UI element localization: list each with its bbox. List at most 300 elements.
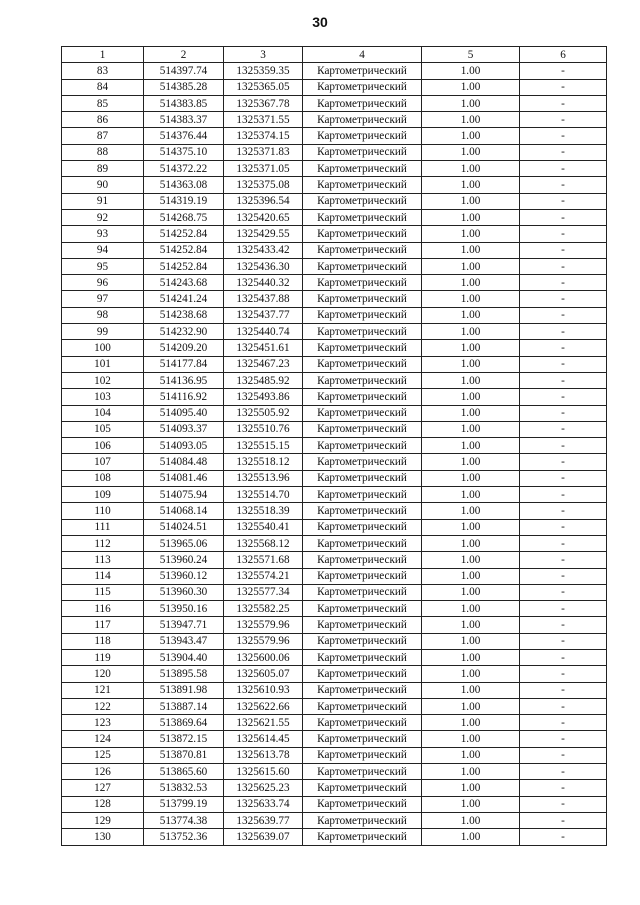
point-number-cell: 107 <box>62 454 144 470</box>
table-row <box>62 226 607 242</box>
point-number-cell: 116 <box>62 601 144 617</box>
x-coordinate-cell: 513960.24 <box>144 552 224 568</box>
y-coordinate-cell: 1325621.55 <box>224 715 303 731</box>
point-number-cell: 100 <box>62 340 144 356</box>
table-row <box>62 421 607 437</box>
y-coordinate-cell: 1325359.35 <box>224 63 303 79</box>
accuracy-cell: 1.00 <box>422 470 520 486</box>
note-cell: - <box>520 389 607 405</box>
table-row <box>62 682 607 698</box>
point-number-cell: 87 <box>62 128 144 144</box>
accuracy-cell: 1.00 <box>422 552 520 568</box>
method-cell: Картометрический <box>303 307 422 323</box>
note-cell: - <box>520 552 607 568</box>
x-coordinate-cell: 513869.64 <box>144 715 224 731</box>
y-coordinate-cell: 1325513.96 <box>224 470 303 486</box>
x-coordinate-cell: 514383.85 <box>144 95 224 111</box>
accuracy-cell: 1.00 <box>422 372 520 388</box>
table-row <box>62 780 607 796</box>
method-cell: Картометрический <box>303 715 422 731</box>
x-coordinate-cell: 514209.20 <box>144 340 224 356</box>
accuracy-cell: 1.00 <box>422 275 520 291</box>
note-cell: - <box>520 63 607 79</box>
header-cell-5: 5 <box>422 47 520 63</box>
method-cell: Картометрический <box>303 633 422 649</box>
y-coordinate-cell: 1325571.68 <box>224 552 303 568</box>
table-row <box>62 161 607 177</box>
accuracy-cell: 1.00 <box>422 454 520 470</box>
table-row <box>62 193 607 209</box>
x-coordinate-cell: 513965.06 <box>144 535 224 551</box>
x-coordinate-cell: 514252.84 <box>144 242 224 258</box>
table-row <box>62 389 607 405</box>
note-cell: - <box>520 568 607 584</box>
point-number-cell: 124 <box>62 731 144 747</box>
accuracy-cell: 1.00 <box>422 780 520 796</box>
x-coordinate-cell: 514268.75 <box>144 209 224 225</box>
point-number-cell: 110 <box>62 503 144 519</box>
x-coordinate-cell: 514093.37 <box>144 421 224 437</box>
accuracy-cell: 1.00 <box>422 307 520 323</box>
point-number-cell: 123 <box>62 715 144 731</box>
x-coordinate-cell: 513960.12 <box>144 568 224 584</box>
y-coordinate-cell: 1325396.54 <box>224 193 303 209</box>
table-row <box>62 438 607 454</box>
y-coordinate-cell: 1325505.92 <box>224 405 303 421</box>
x-coordinate-cell: 514093.05 <box>144 438 224 454</box>
x-coordinate-cell: 514136.95 <box>144 372 224 388</box>
x-coordinate-cell: 514372.22 <box>144 161 224 177</box>
x-coordinate-cell: 514177.84 <box>144 356 224 372</box>
note-cell: - <box>520 601 607 617</box>
y-coordinate-cell: 1325518.12 <box>224 454 303 470</box>
x-coordinate-cell: 514241.24 <box>144 291 224 307</box>
method-cell: Картометрический <box>303 79 422 95</box>
x-coordinate-cell: 513752.36 <box>144 829 224 845</box>
y-coordinate-cell: 1325375.08 <box>224 177 303 193</box>
x-coordinate-cell: 514252.84 <box>144 226 224 242</box>
method-cell: Картометрический <box>303 731 422 747</box>
method-cell: Картометрический <box>303 324 422 340</box>
method-cell: Картометрический <box>303 389 422 405</box>
table-row <box>62 747 607 763</box>
table-row <box>62 128 607 144</box>
y-coordinate-cell: 1325633.74 <box>224 796 303 812</box>
x-coordinate-cell: 513799.19 <box>144 796 224 812</box>
table-row <box>62 291 607 307</box>
y-coordinate-cell: 1325371.55 <box>224 112 303 128</box>
method-cell: Картометрический <box>303 226 422 242</box>
y-coordinate-cell: 1325605.07 <box>224 666 303 682</box>
note-cell: - <box>520 226 607 242</box>
note-cell: - <box>520 764 607 780</box>
point-number-cell: 98 <box>62 307 144 323</box>
header-cell-6: 6 <box>520 47 607 63</box>
accuracy-cell: 1.00 <box>422 438 520 454</box>
note-cell: - <box>520 487 607 503</box>
note-cell: - <box>520 112 607 128</box>
x-coordinate-cell: 513943.47 <box>144 633 224 649</box>
accuracy-cell: 1.00 <box>422 698 520 714</box>
table-row <box>62 698 607 714</box>
point-number-cell: 111 <box>62 519 144 535</box>
y-coordinate-cell: 1325510.76 <box>224 421 303 437</box>
y-coordinate-cell: 1325574.21 <box>224 568 303 584</box>
table-row <box>62 112 607 128</box>
accuracy-cell: 1.00 <box>422 617 520 633</box>
point-number-cell: 119 <box>62 649 144 665</box>
x-coordinate-cell: 513774.38 <box>144 812 224 828</box>
note-cell: - <box>520 307 607 323</box>
accuracy-cell: 1.00 <box>422 535 520 551</box>
table-row <box>62 503 607 519</box>
accuracy-cell: 1.00 <box>422 764 520 780</box>
method-cell: Картометрический <box>303 144 422 160</box>
accuracy-cell: 1.00 <box>422 193 520 209</box>
method-cell: Картометрический <box>303 535 422 551</box>
method-cell: Картометрический <box>303 438 422 454</box>
point-number-cell: 85 <box>62 95 144 111</box>
header-cell-4: 4 <box>303 47 422 63</box>
y-coordinate-cell: 1325451.61 <box>224 340 303 356</box>
note-cell: - <box>520 177 607 193</box>
accuracy-cell: 1.00 <box>422 584 520 600</box>
table-row <box>62 405 607 421</box>
method-cell: Картометрический <box>303 666 422 682</box>
note-cell: - <box>520 454 607 470</box>
point-number-cell: 92 <box>62 209 144 225</box>
point-number-cell: 121 <box>62 682 144 698</box>
note-cell: - <box>520 193 607 209</box>
point-number-cell: 125 <box>62 747 144 763</box>
y-coordinate-cell: 1325433.42 <box>224 242 303 258</box>
note-cell: - <box>520 79 607 95</box>
y-coordinate-cell: 1325579.96 <box>224 633 303 649</box>
method-cell: Картометрический <box>303 747 422 763</box>
y-coordinate-cell: 1325600.06 <box>224 649 303 665</box>
table-row <box>62 144 607 160</box>
x-coordinate-cell: 514375.10 <box>144 144 224 160</box>
x-coordinate-cell: 513947.71 <box>144 617 224 633</box>
table-row <box>62 258 607 274</box>
page-number: 30 <box>312 14 328 30</box>
x-coordinate-cell: 513891.98 <box>144 682 224 698</box>
note-cell: - <box>520 421 607 437</box>
point-number-cell: 126 <box>62 764 144 780</box>
table-row <box>62 584 607 600</box>
x-coordinate-cell: 514376.44 <box>144 128 224 144</box>
accuracy-cell: 1.00 <box>422 226 520 242</box>
y-coordinate-cell: 1325485.92 <box>224 372 303 388</box>
method-cell: Картометрический <box>303 177 422 193</box>
table-row <box>62 177 607 193</box>
y-coordinate-cell: 1325613.78 <box>224 747 303 763</box>
note-cell: - <box>520 796 607 812</box>
y-coordinate-cell: 1325625.23 <box>224 780 303 796</box>
method-cell: Картометрический <box>303 63 422 79</box>
accuracy-cell: 1.00 <box>422 79 520 95</box>
accuracy-cell: 1.00 <box>422 112 520 128</box>
point-number-cell: 109 <box>62 487 144 503</box>
point-number-cell: 122 <box>62 698 144 714</box>
table-row <box>62 470 607 486</box>
point-number-cell: 117 <box>62 617 144 633</box>
note-cell: - <box>520 372 607 388</box>
accuracy-cell: 1.00 <box>422 340 520 356</box>
note-cell: - <box>520 666 607 682</box>
note-cell: - <box>520 258 607 274</box>
method-cell: Картометрический <box>303 112 422 128</box>
method-cell: Картометрический <box>303 405 422 421</box>
point-number-cell: 115 <box>62 584 144 600</box>
y-coordinate-cell: 1325615.60 <box>224 764 303 780</box>
table-row <box>62 535 607 551</box>
accuracy-cell: 1.00 <box>422 95 520 111</box>
note-cell: - <box>520 405 607 421</box>
point-number-cell: 102 <box>62 372 144 388</box>
table-header-row <box>62 47 607 63</box>
y-coordinate-cell: 1325436.30 <box>224 258 303 274</box>
table-row <box>62 633 607 649</box>
x-coordinate-cell: 513865.60 <box>144 764 224 780</box>
y-coordinate-cell: 1325518.39 <box>224 503 303 519</box>
y-coordinate-cell: 1325622.66 <box>224 698 303 714</box>
y-coordinate-cell: 1325515.15 <box>224 438 303 454</box>
note-cell: - <box>520 144 607 160</box>
point-number-cell: 94 <box>62 242 144 258</box>
note-cell: - <box>520 95 607 111</box>
point-number-cell: 99 <box>62 324 144 340</box>
table-row <box>62 454 607 470</box>
method-cell: Картометрический <box>303 829 422 845</box>
y-coordinate-cell: 1325437.77 <box>224 307 303 323</box>
point-number-cell: 105 <box>62 421 144 437</box>
point-number-cell: 88 <box>62 144 144 160</box>
x-coordinate-cell: 514397.74 <box>144 63 224 79</box>
note-cell: - <box>520 780 607 796</box>
y-coordinate-cell: 1325610.93 <box>224 682 303 698</box>
table-row <box>62 242 607 258</box>
x-coordinate-cell: 514319.19 <box>144 193 224 209</box>
note-cell: - <box>520 209 607 225</box>
note-cell: - <box>520 633 607 649</box>
accuracy-cell: 1.00 <box>422 519 520 535</box>
method-cell: Картометрический <box>303 812 422 828</box>
y-coordinate-cell: 1325579.96 <box>224 617 303 633</box>
accuracy-cell: 1.00 <box>422 487 520 503</box>
method-cell: Картометрический <box>303 780 422 796</box>
x-coordinate-cell: 514363.08 <box>144 177 224 193</box>
point-number-cell: 114 <box>62 568 144 584</box>
x-coordinate-cell: 514084.48 <box>144 454 224 470</box>
point-number-cell: 86 <box>62 112 144 128</box>
header-cell-1: 1 <box>62 47 144 63</box>
table-row <box>62 79 607 95</box>
accuracy-cell: 1.00 <box>422 747 520 763</box>
accuracy-cell: 1.00 <box>422 144 520 160</box>
table-row <box>62 519 607 535</box>
table-body <box>62 63 607 845</box>
method-cell: Картометрический <box>303 682 422 698</box>
note-cell: - <box>520 617 607 633</box>
method-cell: Картометрический <box>303 649 422 665</box>
y-coordinate-cell: 1325577.34 <box>224 584 303 600</box>
y-coordinate-cell: 1325371.05 <box>224 161 303 177</box>
note-cell: - <box>520 715 607 731</box>
point-number-cell: 104 <box>62 405 144 421</box>
method-cell: Картометрический <box>303 209 422 225</box>
point-number-cell: 95 <box>62 258 144 274</box>
method-cell: Картометрический <box>303 519 422 535</box>
table-row <box>62 666 607 682</box>
point-number-cell: 118 <box>62 633 144 649</box>
accuracy-cell: 1.00 <box>422 209 520 225</box>
table-row <box>62 764 607 780</box>
note-cell: - <box>520 535 607 551</box>
y-coordinate-cell: 1325614.45 <box>224 731 303 747</box>
point-number-cell: 113 <box>62 552 144 568</box>
x-coordinate-cell: 514024.51 <box>144 519 224 535</box>
accuracy-cell: 1.00 <box>422 633 520 649</box>
point-number-cell: 103 <box>62 389 144 405</box>
note-cell: - <box>520 161 607 177</box>
point-number-cell: 108 <box>62 470 144 486</box>
accuracy-cell: 1.00 <box>422 666 520 682</box>
x-coordinate-cell: 513895.58 <box>144 666 224 682</box>
note-cell: - <box>520 291 607 307</box>
accuracy-cell: 1.00 <box>422 63 520 79</box>
x-coordinate-cell: 514243.68 <box>144 275 224 291</box>
y-coordinate-cell: 1325568.12 <box>224 535 303 551</box>
y-coordinate-cell: 1325365.05 <box>224 79 303 95</box>
note-cell: - <box>520 503 607 519</box>
accuracy-cell: 1.00 <box>422 715 520 731</box>
table-row <box>62 715 607 731</box>
note-cell: - <box>520 438 607 454</box>
note-cell: - <box>520 128 607 144</box>
table-row <box>62 340 607 356</box>
accuracy-cell: 1.00 <box>422 649 520 665</box>
x-coordinate-cell: 513904.40 <box>144 649 224 665</box>
header-cell-2: 2 <box>144 47 224 63</box>
x-coordinate-cell: 513887.14 <box>144 698 224 714</box>
table-row <box>62 796 607 812</box>
accuracy-cell: 1.00 <box>422 291 520 307</box>
note-cell: - <box>520 747 607 763</box>
point-number-cell: 101 <box>62 356 144 372</box>
y-coordinate-cell: 1325440.32 <box>224 275 303 291</box>
method-cell: Картометрический <box>303 291 422 307</box>
x-coordinate-cell: 513960.30 <box>144 584 224 600</box>
x-coordinate-cell: 513832.53 <box>144 780 224 796</box>
point-number-cell: 120 <box>62 666 144 682</box>
y-coordinate-cell: 1325639.07 <box>224 829 303 845</box>
note-cell: - <box>520 584 607 600</box>
method-cell: Картометрический <box>303 372 422 388</box>
table-row <box>62 95 607 111</box>
note-cell: - <box>520 324 607 340</box>
y-coordinate-cell: 1325540.41 <box>224 519 303 535</box>
point-number-cell: 83 <box>62 63 144 79</box>
x-coordinate-cell: 514081.46 <box>144 470 224 486</box>
table-row <box>62 812 607 828</box>
method-cell: Картометрический <box>303 275 422 291</box>
y-coordinate-cell: 1325429.55 <box>224 226 303 242</box>
x-coordinate-cell: 514068.14 <box>144 503 224 519</box>
note-cell: - <box>520 812 607 828</box>
method-cell: Картометрический <box>303 193 422 209</box>
method-cell: Картометрический <box>303 796 422 812</box>
note-cell: - <box>520 242 607 258</box>
point-number-cell: 106 <box>62 438 144 454</box>
x-coordinate-cell: 514252.84 <box>144 258 224 274</box>
method-cell: Картометрический <box>303 421 422 437</box>
point-number-cell: 90 <box>62 177 144 193</box>
note-cell: - <box>520 649 607 665</box>
accuracy-cell: 1.00 <box>422 421 520 437</box>
x-coordinate-cell: 513872.15 <box>144 731 224 747</box>
point-number-cell: 96 <box>62 275 144 291</box>
accuracy-cell: 1.00 <box>422 568 520 584</box>
point-number-cell: 97 <box>62 291 144 307</box>
point-number-cell: 129 <box>62 812 144 828</box>
table-row <box>62 601 607 617</box>
method-cell: Картометрический <box>303 568 422 584</box>
accuracy-cell: 1.00 <box>422 177 520 193</box>
accuracy-cell: 1.00 <box>422 405 520 421</box>
y-coordinate-cell: 1325582.25 <box>224 601 303 617</box>
accuracy-cell: 1.00 <box>422 682 520 698</box>
point-number-cell: 93 <box>62 226 144 242</box>
point-number-cell: 84 <box>62 79 144 95</box>
x-coordinate-cell: 514385.28 <box>144 79 224 95</box>
y-coordinate-cell: 1325420.65 <box>224 209 303 225</box>
header-cell-3: 3 <box>224 47 303 63</box>
y-coordinate-cell: 1325367.78 <box>224 95 303 111</box>
method-cell: Картометрический <box>303 454 422 470</box>
y-coordinate-cell: 1325493.86 <box>224 389 303 405</box>
x-coordinate-cell: 514383.37 <box>144 112 224 128</box>
method-cell: Картометрический <box>303 601 422 617</box>
table-row <box>62 487 607 503</box>
note-cell: - <box>520 356 607 372</box>
method-cell: Картометрический <box>303 503 422 519</box>
table-row <box>62 63 607 79</box>
method-cell: Картометрический <box>303 764 422 780</box>
y-coordinate-cell: 1325374.15 <box>224 128 303 144</box>
accuracy-cell: 1.00 <box>422 503 520 519</box>
accuracy-cell: 1.00 <box>422 389 520 405</box>
note-cell: - <box>520 340 607 356</box>
method-cell: Картометрический <box>303 552 422 568</box>
note-cell: - <box>520 698 607 714</box>
accuracy-cell: 1.00 <box>422 242 520 258</box>
table-row <box>62 552 607 568</box>
table-row <box>62 307 607 323</box>
y-coordinate-cell: 1325467.23 <box>224 356 303 372</box>
accuracy-cell: 1.00 <box>422 161 520 177</box>
method-cell: Картометрический <box>303 698 422 714</box>
note-cell: - <box>520 682 607 698</box>
point-number-cell: 130 <box>62 829 144 845</box>
accuracy-cell: 1.00 <box>422 128 520 144</box>
accuracy-cell: 1.00 <box>422 258 520 274</box>
y-coordinate-cell: 1325440.74 <box>224 324 303 340</box>
method-cell: Картометрический <box>303 340 422 356</box>
accuracy-cell: 1.00 <box>422 796 520 812</box>
x-coordinate-cell: 514075.94 <box>144 487 224 503</box>
table-row <box>62 829 607 845</box>
